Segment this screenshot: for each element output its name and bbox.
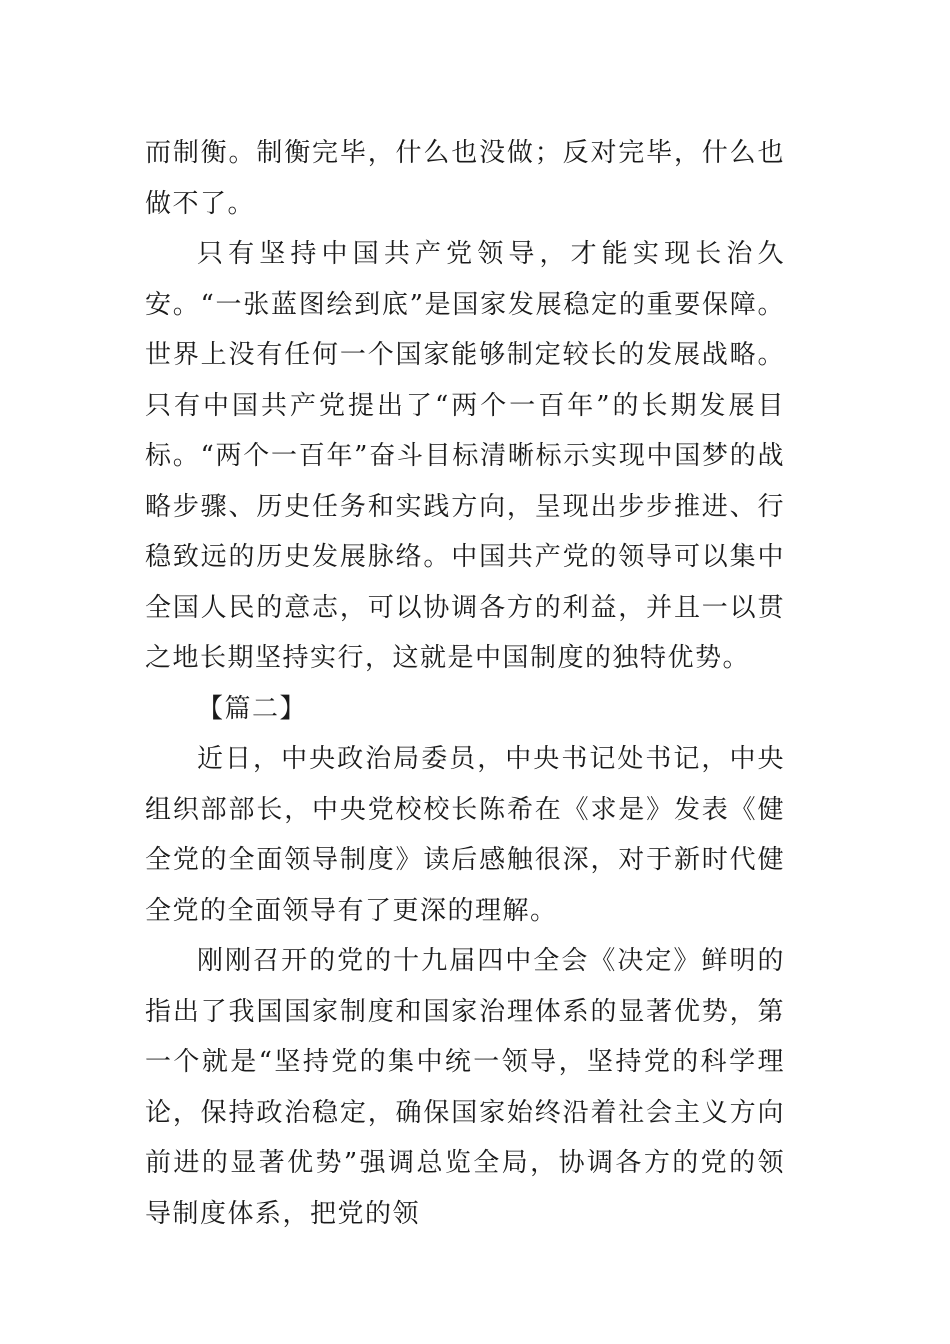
paragraph-continuation: 而制衡。制衡完毕，什么也没做；反对完毕，什么也做不了。 <box>145 138 785 219</box>
section-heading: 【篇二】 <box>197 693 308 724</box>
paragraph-reading-notes: 近日，中央政治局委员，中央书记处书记，中央组织部部长，中央党校校长陈希在《求是》发表《健全党的全面领导制度》读后感触很深，对于新时代健全党的全面领导有了更深的理解。 <box>145 744 785 926</box>
document-body <box>145 128 785 1239</box>
paragraph-long-term-stability: 只有坚持中国共产党领导，才能实现长治久安。“一张蓝图绘到底”是国家发展稳定的重要保障。世界上没有任何一个国家能够制定较长的发展战略。只有中国共产党提出了“两个一百年”的长期发展目标。“两个一百年”奋斗目标清晰标示实现中国梦的战略步骤、历史任务和实践方向，呈现出步步推进、行稳致远的历史发展脉络。中国共产党的领导可以集中全国人民的意志，可以协调各方的利益，并且一以贯之地长期坚持实行，这就是中国制度的独特优势。 <box>145 239 785 673</box>
paragraph-plenary-decision: 刚刚召开的党的十九届四中全会《决定》鲜明的指出了我国国家制度和国家治理体系的显著优势，第一个就是“坚持党的集中统一领导，坚持党的科学理论，保持政治稳定，确保国家始终沿着社会主义方向前进的显著优势”强调总览全局，协调各方的党的领导制度体系，把党的领 <box>145 946 785 1229</box>
